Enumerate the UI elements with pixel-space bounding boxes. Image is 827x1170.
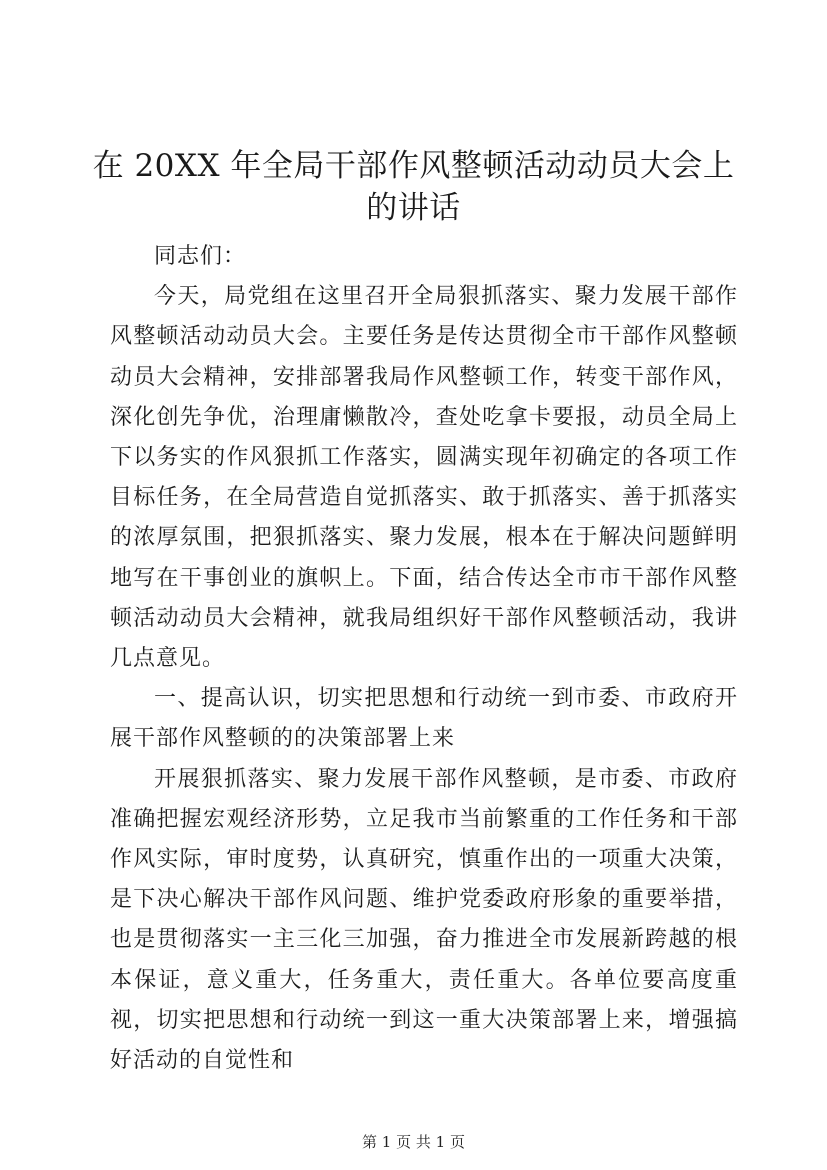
paragraph-intro: 今天，局党组在这里召开全局狠抓落实、聚力发展干部作风整顿活动动员大会。主要任务是传达贯彻全市干部作风整顿动员大会精神，安排部署我局作风整顿工作，转变干部作风，深化创先争优，治理庸懒散冷，查处吃拿卡要报，动员全局上下以务实的作风狠抓工作落实，圆满实现年初确定的各项工作目标任务，在全局营造自觉抓落实、敢于抓落实、善于抓落实的浓厚氛围，把狠抓落实、聚力发展，根本在于解决问题鲜明地写在干事创业的旗帜上。下面，结合传达全市市干部作风整顿活动动员大会精神，就我局组织好干部作风整顿活动，我讲几点意见。	[110, 284, 738, 672]
page-number-footer: 第 1 页 共 1 页	[362, 1133, 465, 1151]
document-body	[110, 237, 738, 1081]
title-line-2: 的讲话	[366, 190, 461, 226]
salutation: 同志们：	[154, 244, 247, 269]
title-line-1: 在 20XX 年全局干部作风整顿活动动员大会上	[92, 148, 735, 184]
document-title	[60, 145, 767, 229]
paragraph-section-1: 开展狠抓落实、聚力发展干部作风整顿，是市委、市政府准确把握宏观经济形势，立足我市当前繁重的工作任务和干部作风实际，审时度势，认真研究，慎重作出的一项重大决策，是下决心解决干部作风问题、维护党委政府形象的重要举措，也是贯彻落实一主三化三加强，奋力推进全市发展新跨越的根本保证，意义重大，任务重大，责任重大。各单位要高度重视，切实把思想和行动统一到这一重大决策部署上来，增强搞好活动的自觉性和	[110, 766, 738, 1074]
section-heading-1: 一、提高认识，切实把思想和行动统一到市委、市政府开展干部作风整顿的的决策部署上来	[110, 686, 738, 752]
